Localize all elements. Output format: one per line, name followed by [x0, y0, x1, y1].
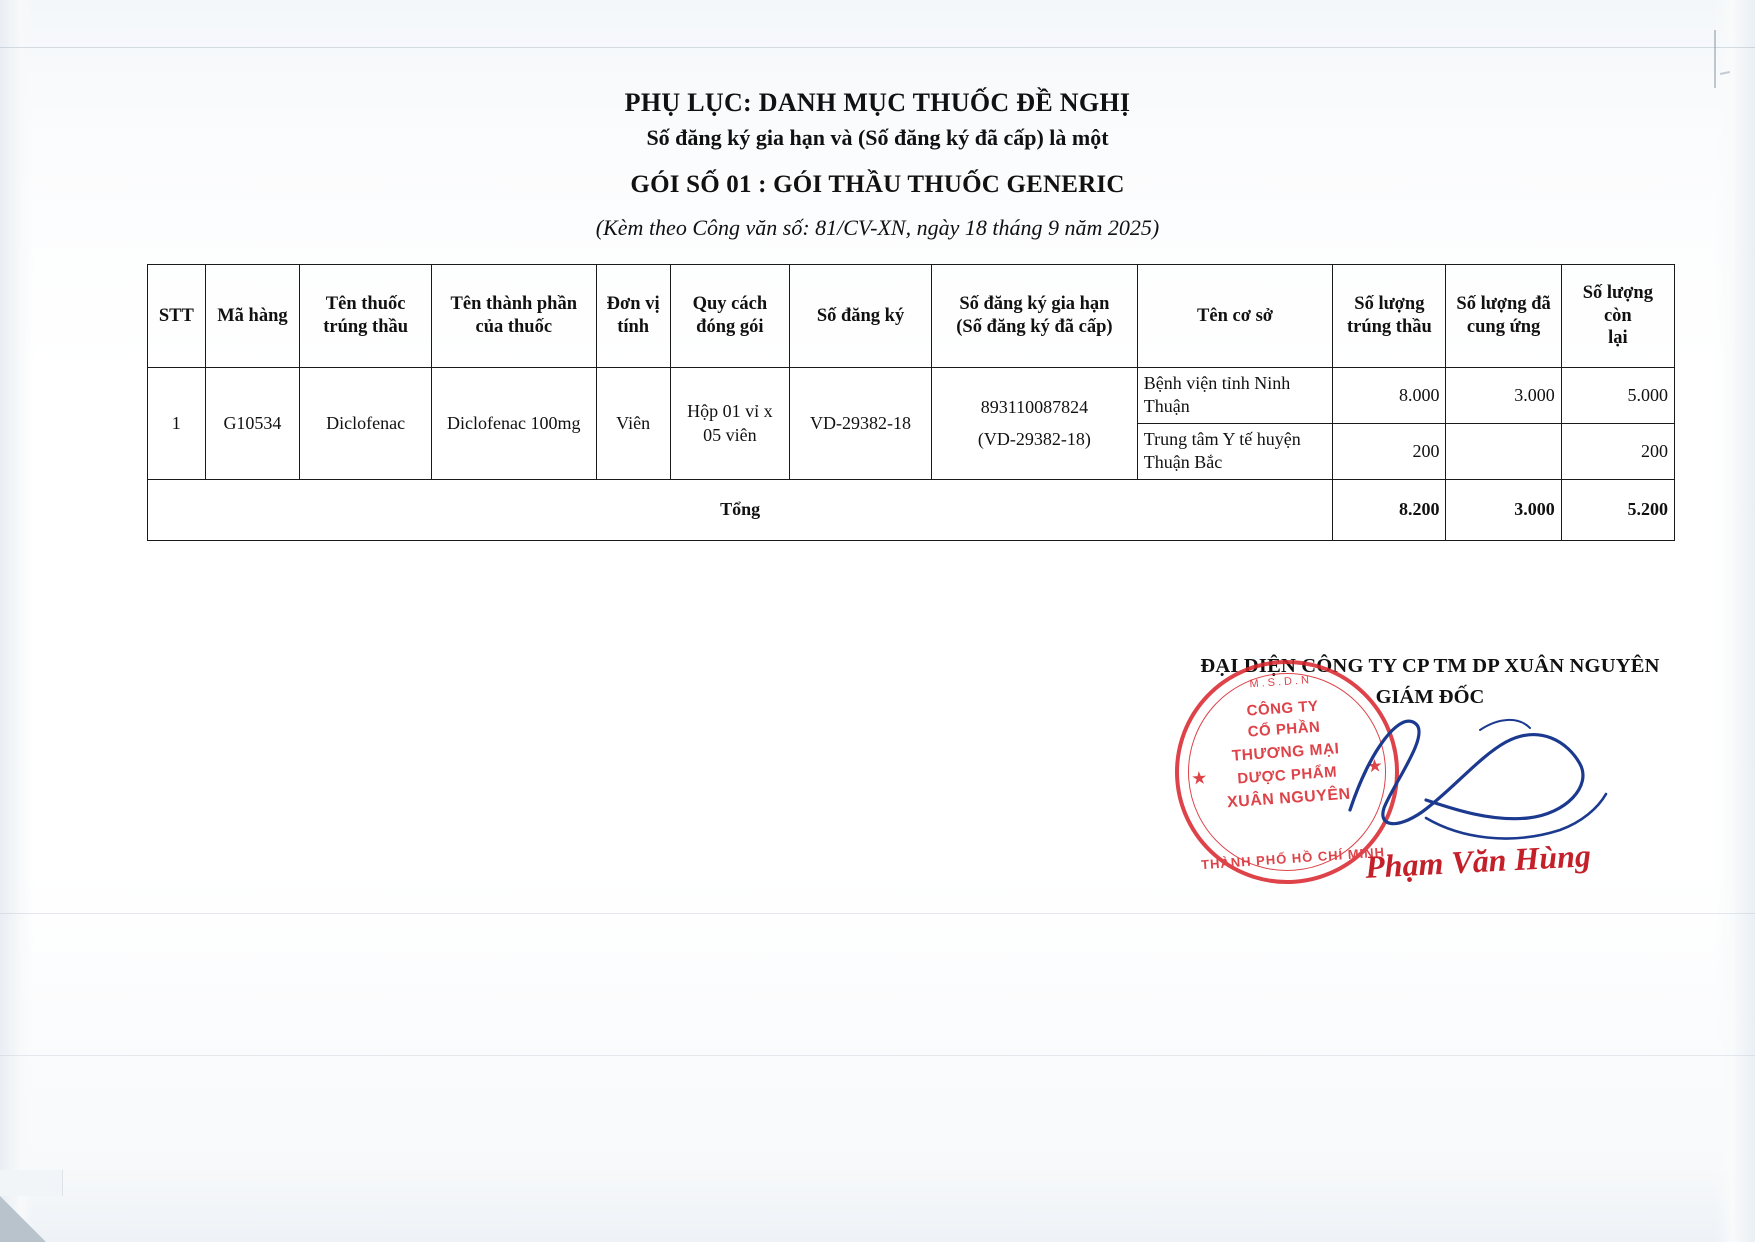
stamp-line-1: CÔNG TY [1246, 697, 1319, 720]
column-header-ten-co-so: Tên cơ sở [1137, 265, 1333, 368]
stamp-star-right-icon: ★ [1365, 755, 1384, 777]
document-title: PHỤ LỤC: DANH MỤC THUỐC ĐỀ NGHỊ [624, 88, 1131, 117]
cell-so-luong-trung-thau: 8.000 [1333, 368, 1446, 424]
stamp-arc-top-text: M.S.D.N [1249, 674, 1313, 691]
column-header-stt: STT [148, 265, 206, 368]
signature-role: GIÁM ĐỐC [1375, 686, 1485, 708]
column-header-don-vi-tinh: Đơn vị tính [596, 265, 670, 368]
cell-ma-hang: G10534 [205, 368, 300, 480]
column-header-so-luong-cung-ung: Số lượng đã cung ứng [1446, 265, 1561, 368]
cell-so-dang-ky: VD-29382-18 [790, 368, 932, 480]
stamp-arc-bottom-text: THÀNH PHỐ HỒ CHÍ MINH [1200, 844, 1386, 873]
signature-organization: ĐẠI DIỆN CÔNG TY CP TM DP XUÂN NGUYÊN [1200, 655, 1660, 677]
package-title: GÓI SỐ 01 : GÓI THẦU THUỐC GENERIC [630, 171, 1125, 199]
column-header-ten-thuoc: Tên thuốc trúng thầu [300, 265, 432, 368]
cell-ten-thuoc: Diclofenac [300, 368, 432, 480]
cell-sdk-gia-han: 893110087824 (VD-29382-18) [932, 368, 1138, 480]
cell-quy-cach: Hộp 01 vỉ x 05 viên [670, 368, 789, 480]
document-subtitle: Số đăng ký gia hạn và (Số đăng ký đã cấp) là một [646, 124, 1109, 150]
stamp-star-left-icon: ★ [1190, 767, 1209, 789]
cell-so-luong-trung-thau: 200 [1333, 423, 1446, 479]
cell-so-luong-con-lai: 5.000 [1561, 368, 1674, 424]
cell-ten-co-so: Trung tâm Y tế huyện Thuận Bắc [1137, 423, 1333, 479]
table-header [148, 265, 1675, 368]
total-so-luong-cung-ung: 3.000 [1446, 479, 1561, 540]
cell-thanh-phan: Diclofenac 100mg [431, 368, 596, 480]
total-so-luong-trung-thau: 8.200 [1333, 479, 1446, 540]
signer-name: Phạm Văn Hùng [1364, 837, 1592, 885]
cell-so-luong-con-lai: 200 [1561, 423, 1674, 479]
column-header-so-luong-trung-thau: Số lượng trúng thầu [1333, 265, 1446, 368]
document-heading [0, 88, 1755, 241]
column-header-ma-hang: Mã hàng [205, 265, 300, 368]
cell-ten-co-so: Bệnh viện tỉnh Ninh Thuận [1137, 368, 1333, 424]
cell-don-vi-tinh: Viên [596, 368, 670, 480]
drug-table-container [147, 264, 1675, 541]
column-header-so-dang-ky: Số đăng ký [790, 265, 932, 368]
table-row [148, 368, 1675, 424]
drug-table [147, 264, 1675, 541]
column-header-quy-cach: Quy cách đóng gói [670, 265, 789, 368]
table-header-row [148, 265, 1675, 368]
attachment-note: (Kèm theo Công văn số: 81/CV-XN, ngày 18 tháng 9 năm 2025) [595, 215, 1160, 241]
stamp-line-3: THƯƠNG MẠI [1231, 740, 1340, 765]
total-label: Tổng [148, 479, 1333, 540]
cell-stt: 1 [148, 368, 206, 480]
table-total-row [148, 479, 1675, 540]
cell-so-luong-cung-ung: 3.000 [1446, 368, 1561, 424]
total-so-luong-con-lai: 5.200 [1561, 479, 1674, 540]
cell-so-luong-cung-ung [1446, 423, 1561, 479]
table-body [148, 368, 1675, 541]
column-header-thanh-phan: Tên thành phần của thuốc [431, 265, 596, 368]
column-header-so-luong-con-lai: Số lượng còn lại [1561, 265, 1674, 368]
column-header-sdk-gia-han: Số đăng ký gia hạn (Số đăng ký đã cấp) [932, 265, 1138, 368]
stamp-line-4: DƯỢC PHẨM [1236, 763, 1338, 788]
stamp-line-5: XUÂN NGUYÊN [1226, 785, 1352, 812]
stamp-line-2: CỔ PHẦN [1247, 718, 1321, 741]
